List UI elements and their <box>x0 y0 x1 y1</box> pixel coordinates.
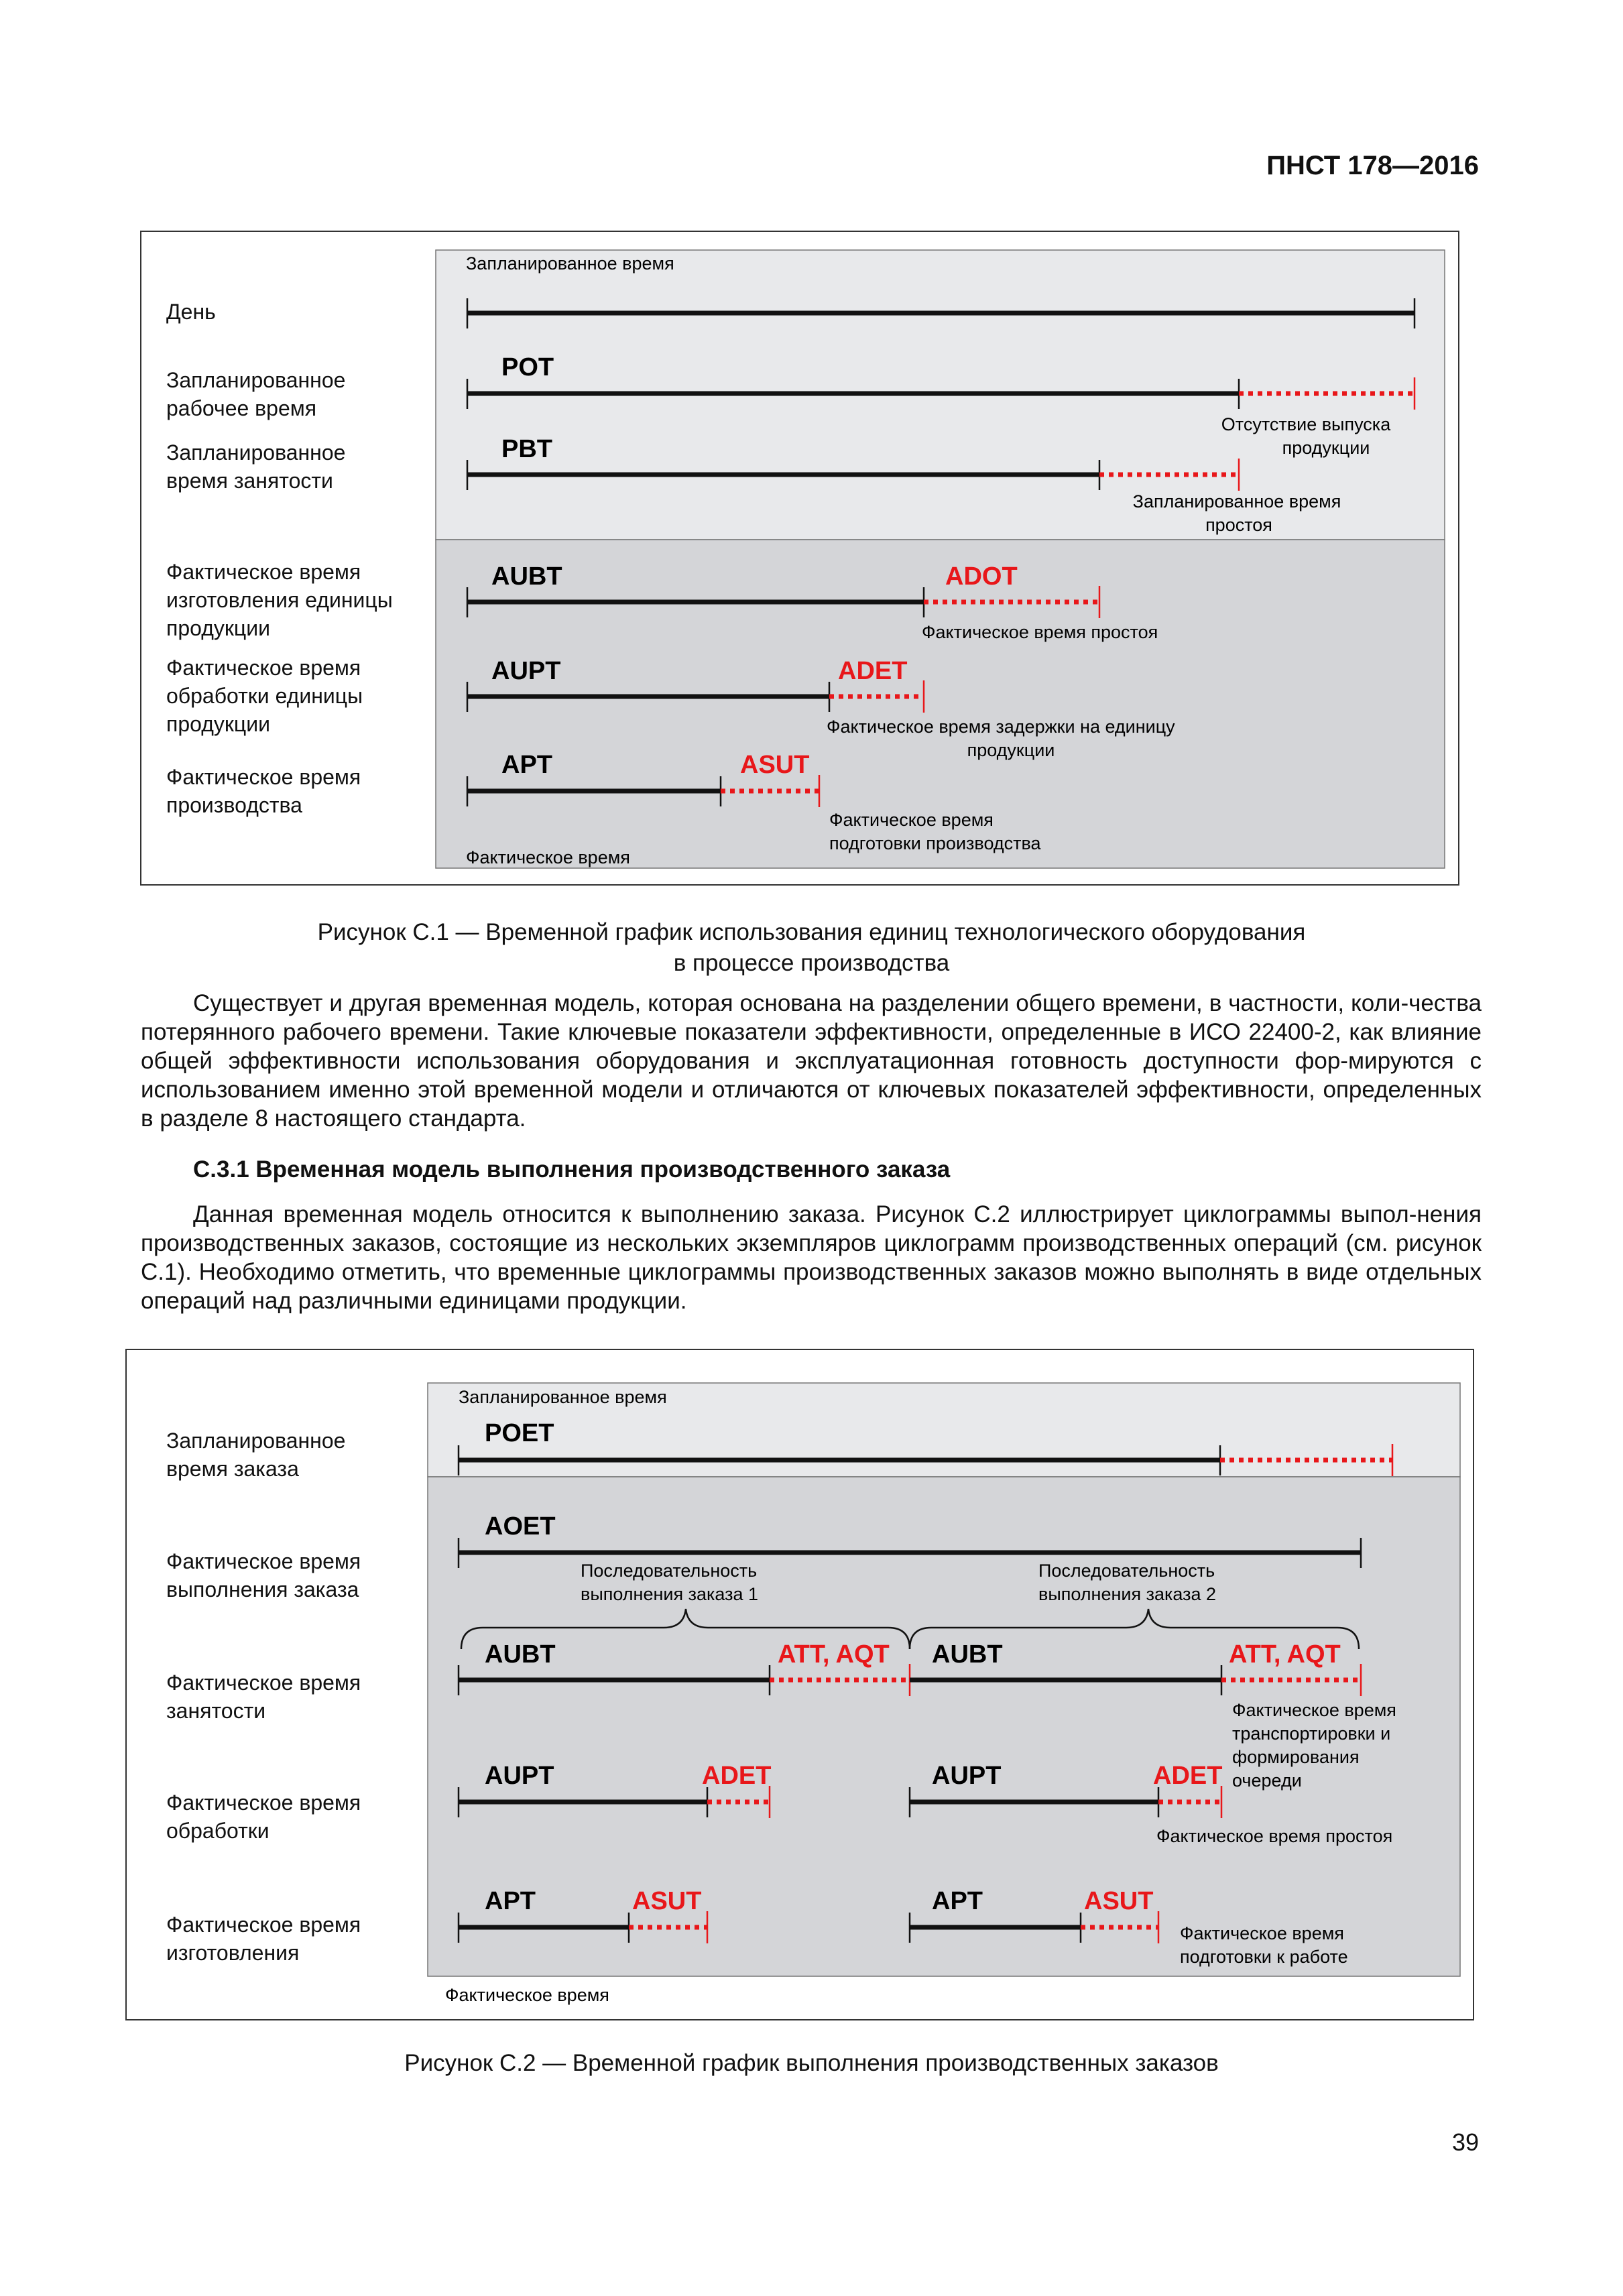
row-label: рабочее время <box>166 396 317 420</box>
row-label: выполнения заказа <box>166 1577 359 1602</box>
row-label: Фактическое время <box>166 1791 361 1815</box>
sequence-1-label: Последовательность <box>581 1561 758 1581</box>
aoet-code: AOET <box>485 1512 556 1540</box>
att-aqt-code: ATT, AQT <box>1229 1640 1341 1669</box>
row-label: Запланированное <box>166 440 346 465</box>
row-label: обработки <box>166 1819 269 1843</box>
setup-note: Фактическое время <box>829 810 994 830</box>
aubt-code: AUBT <box>491 562 562 591</box>
aupt-code: AUPT <box>491 657 561 685</box>
actual-time-label: Фактическое время <box>445 1985 609 2005</box>
row-label: продукции <box>166 712 270 736</box>
idle-note: Фактическое время простоя <box>1156 1826 1393 1846</box>
adot-code: ADOT <box>945 562 1018 591</box>
att-aqt-code: ATT, AQT <box>778 1640 890 1669</box>
apt-code: APT <box>501 751 552 779</box>
actual-idle-note: Фактическое время простоя <box>922 622 1158 642</box>
setup-note: подготовки производства <box>829 833 1041 853</box>
adet-code: ADET <box>1153 1762 1223 1790</box>
sequence-2-label: выполнения заказа 2 <box>1038 1584 1217 1604</box>
row-label: Фактическое время <box>166 1549 361 1573</box>
no-output-note: продукции <box>1282 438 1370 458</box>
no-output-note: Отсутствие выпуска <box>1221 414 1391 434</box>
planned-time-label: Запланированное время <box>466 253 674 274</box>
standard-header: ПНСТ 178—2016 <box>1266 151 1479 180</box>
aupt-code: AUPT <box>485 1762 554 1790</box>
delay-note: Фактическое время задержки на единицу <box>827 717 1175 737</box>
transport-note: очереди <box>1232 1770 1302 1791</box>
figure-c2 <box>0 1341 1623 2031</box>
row-label-day: День <box>166 300 216 324</box>
pot-code: POT <box>501 353 554 381</box>
apt-code: APT <box>485 1887 536 1915</box>
prep-note: Фактическое время <box>1180 1923 1344 1943</box>
aubt-code: AUBT <box>485 1640 556 1669</box>
planned-idle-note: Запланированное время <box>1132 491 1341 511</box>
asut-code: ASUT <box>1084 1887 1154 1915</box>
planned-time-label: Запланированное время <box>459 1387 667 1407</box>
row-label: Фактическое время <box>166 765 361 789</box>
figure-c2-caption: Рисунок С.2 — Временной график выполнения производственных заказов <box>404 2050 1219 2076</box>
sequence-2-label: Последовательность <box>1038 1561 1215 1581</box>
row-label: производства <box>166 793 302 817</box>
page-number: 39 <box>1451 2128 1479 2156</box>
figure-c1 <box>0 0 1623 898</box>
apt-code: APT <box>932 1887 983 1915</box>
aupt-code: AUPT <box>932 1762 1002 1790</box>
row-label: Запланированное <box>166 1429 346 1453</box>
figure-c1-caption: Рисунок С.1 — Временной график использования единиц технологического оборудования в процессе производства <box>317 919 1306 976</box>
asut-code: ASUT <box>740 751 810 779</box>
poet-code: POET <box>485 1419 554 1447</box>
transport-note: транспортировки и <box>1232 1724 1391 1744</box>
row-label: изготовления <box>166 1941 300 1965</box>
row-label: время занятости <box>166 469 333 493</box>
row-label: Фактическое время <box>166 656 361 680</box>
row-label: занятости <box>166 1699 266 1723</box>
adet-code: ADET <box>702 1762 772 1790</box>
row-label: время заказа <box>166 1457 299 1481</box>
delay-note: продукции <box>967 740 1055 760</box>
pbt-code: PBT <box>501 435 552 463</box>
planned-idle-note: простоя <box>1205 515 1272 535</box>
asut-code: ASUT <box>632 1887 702 1915</box>
adet-code: ADET <box>838 657 908 685</box>
section-heading-c31: С.3.1 Временная модель выполнения производственного заказа <box>193 1156 951 1183</box>
row-label: Запланированное <box>166 368 346 392</box>
row-label: продукции <box>166 616 270 640</box>
row-label: обработки единицы <box>166 684 363 708</box>
row-label: Фактическое время <box>166 1913 361 1937</box>
paragraph-1: Существует и другая временная модель, которая основана на разделении общего времени, в частности, коли-чества потерянного рабочего времени. Такие ключевые показатели эффективности, определенные в ИСО 22400-2, как влияние общей эффективности использования оборудования и эксплуатационная готовность доступности фор-мируются с использованием именно этой временной модели и отличаются от ключевых показателей эффективности, определенных в разделе 8 настоящего стандарта. <box>141 990 1482 1132</box>
row-label: изготовления единицы <box>166 588 393 612</box>
sequence-1-label: выполнения заказа 1 <box>581 1584 759 1604</box>
paragraph-2: Данная временная модель относится к выполнению заказа. Рисунок С.2 иллюстрирует циклограммы выпол-нения производственных заказов, состоящие из нескольких экземпляров циклограмм производственных операций (см. рисунок С.1). Необходимо отметить, что временные циклограммы производственных заказов можно выполнять в виде отдельных операций над различными единицами продукции. <box>141 1201 1482 1314</box>
row-label: Фактическое время <box>166 1671 361 1695</box>
row-label: Фактическое время <box>166 560 361 584</box>
aubt-code: AUBT <box>932 1640 1003 1669</box>
transport-note: формирования <box>1232 1747 1360 1767</box>
prep-note: подготовки к работе <box>1180 1947 1348 1967</box>
actual-time-label: Фактическое время <box>466 847 630 867</box>
transport-note: Фактическое время <box>1232 1700 1396 1720</box>
